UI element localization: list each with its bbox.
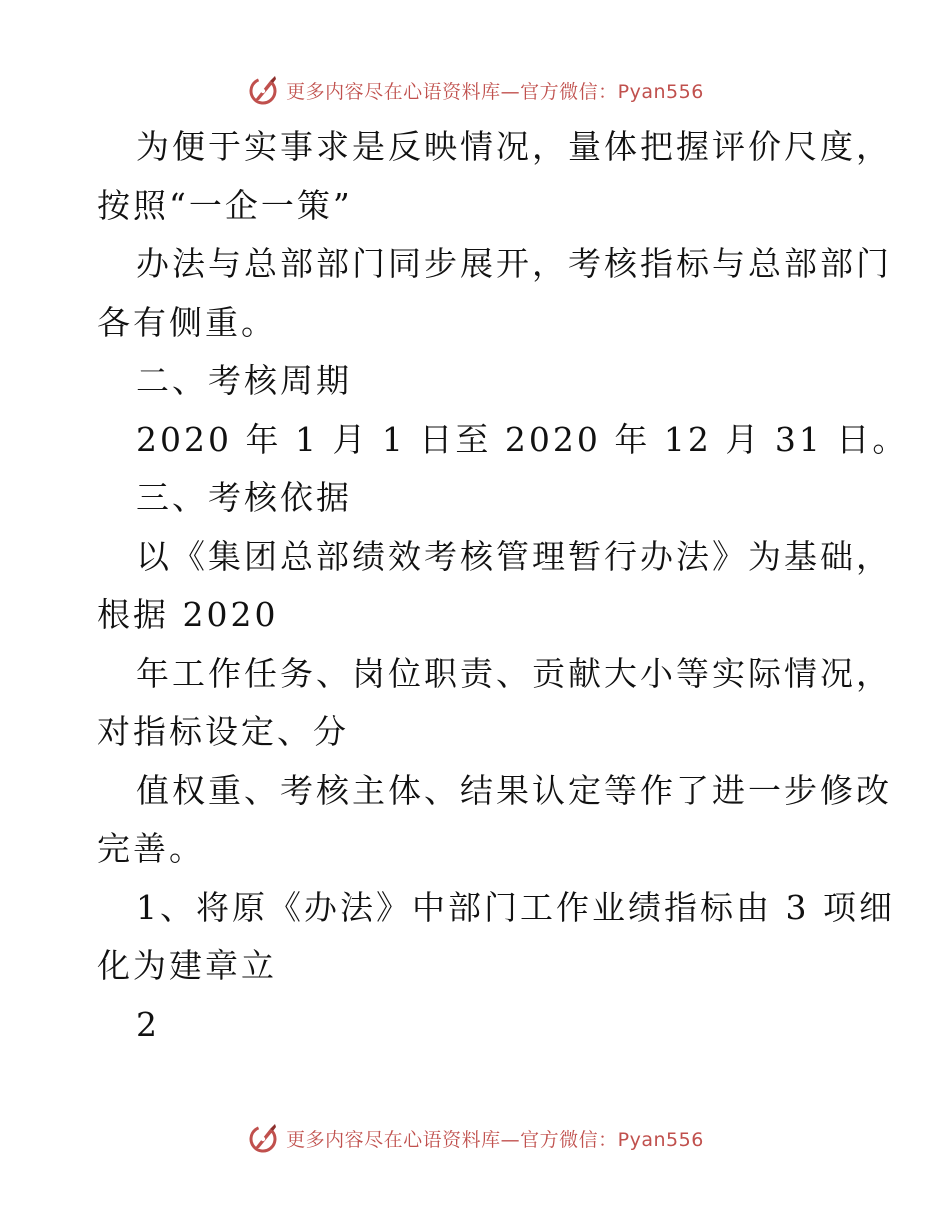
quill-pen-circle-icon [246, 73, 280, 107]
paragraph-line: 以《集团总部绩效考核管理暂行办法》为基础， [136, 536, 892, 576]
paragraph-line: 值权重、考核主体、结果认定等作了进一步修改 [136, 770, 892, 810]
paragraph-line: 各有侧重。 [97, 302, 277, 342]
paragraph-line: 2020 年 1 月 1 日至 2020 年 12 月 31 日。 [136, 419, 909, 459]
paragraph-line: 办法与总部部门同步展开，考核指标与总部部门 [136, 244, 892, 283]
section-heading: 二、考核周期 [136, 361, 352, 400]
paragraph-line: 对指标设定、分 [97, 712, 349, 751]
paragraph-line: 为便于实事求是反映情况，量体把握评价尺度， [136, 127, 892, 166]
header-watermark [0, 70, 950, 110]
section-heading: 三、考核依据 [136, 478, 352, 517]
paragraph-line: 年工作任务、岗位职责、贡献大小等实际情况， [136, 653, 892, 693]
paragraph-line: 完善。 [97, 829, 205, 868]
page-number: 2 [136, 1004, 160, 1044]
paragraph-line: 根据 2020 [97, 595, 279, 634]
paragraph-line: 化为建章立 [97, 946, 277, 985]
paragraph-line: 1、将原《办法》中部门工作业绩指标由 3 项细 [136, 887, 895, 927]
watermark-text: 更多内容尽在心语资料库—官方微信：Pyan556 [286, 80, 704, 103]
footer-watermark [0, 1118, 950, 1158]
watermark-text: 更多内容尽在心语资料库—官方微信：Pyan556 [286, 1128, 704, 1151]
paragraph-line: 按照“一企一策” [97, 185, 353, 225]
document-body [97, 118, 909, 1054]
quill-pen-circle-icon [246, 1121, 280, 1155]
